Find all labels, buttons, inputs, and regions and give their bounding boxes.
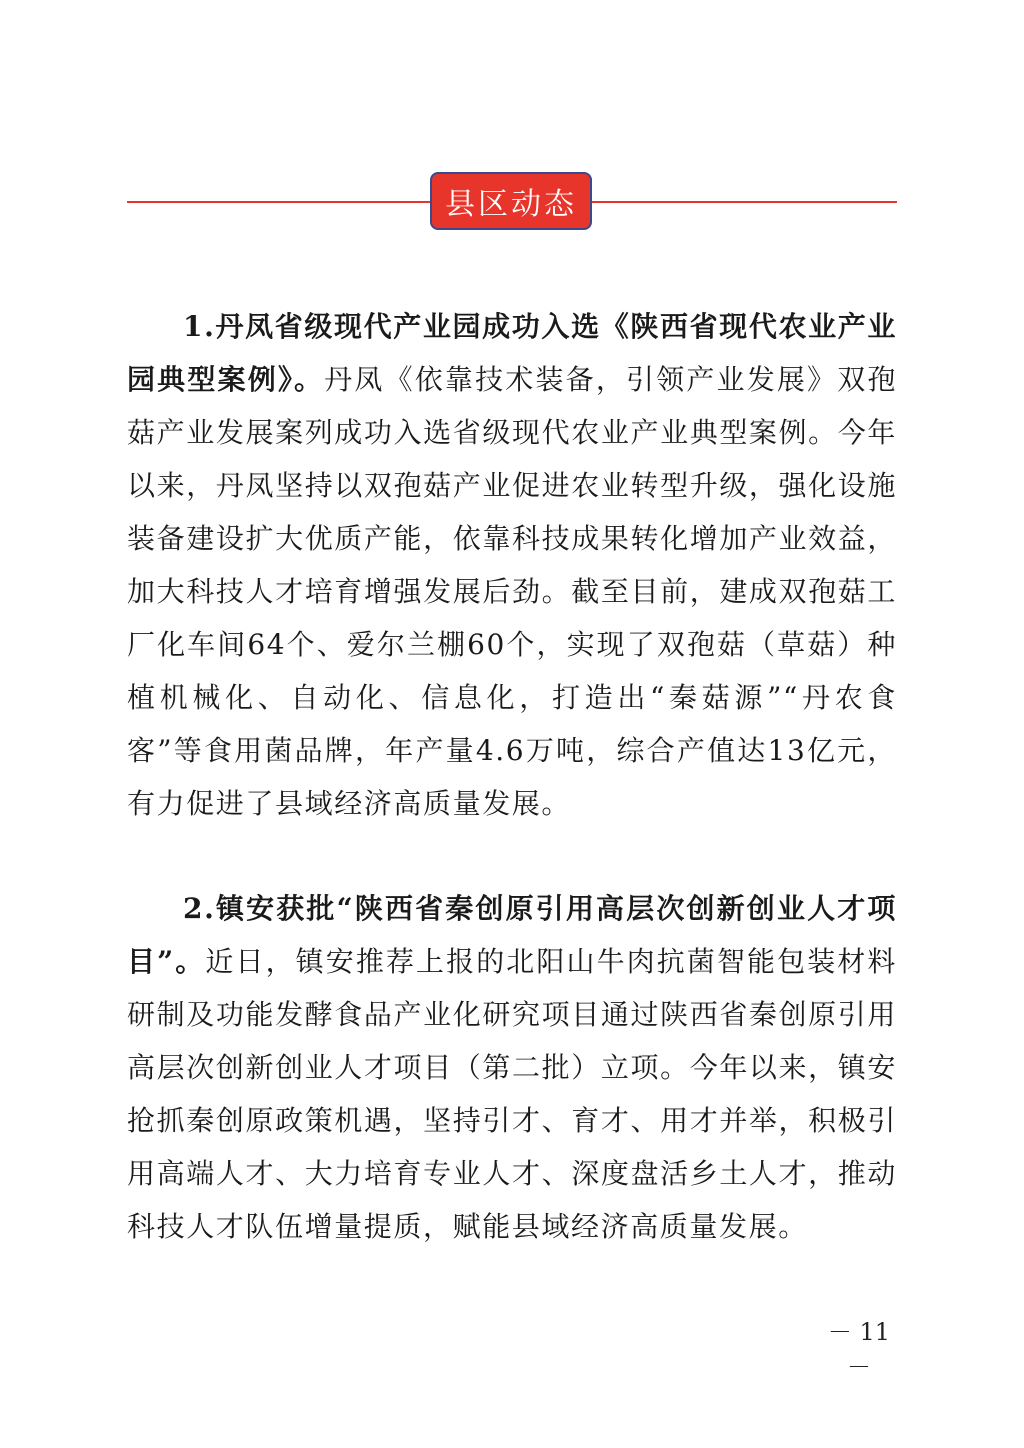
news-item-2 [127,882,897,1253]
news-item-2-headline: 2.镇安获批“陕西省秦创原引用高层次创新创业人才项目”。 [127,892,897,978]
news-item-2-text: 近日，镇安推荐上报的北阳山牛肉抗菌智能包装材料研制及功能发酵食品产业化研究项目通过陕西省秦创原引用高层次创新创业人才项目（第二批）立项。今年以来，镇安抢抓秦创原政策机遇，坚持引才、育才、用才并举，积极引用高端人才、大力培育专业人才、深度盘活乡土人才，推动科技人才队伍增量提质，赋能县域经济高质量发展。 [127,945,898,1243]
article-body [127,300,897,1253]
news-item-1 [127,300,897,830]
page-number: － 11 － [827,1318,891,1381]
news-item-1-headline: 1.丹凤省级现代产业园成功入选《陕西省现代农业产业园典型案例》。 [127,310,897,396]
section-title: 县区动态 [430,172,592,230]
news-item-1-text: 丹凤《依靠技术装备，引领产业发展》双孢菇产业发展案列成功入选省级现代农业产业典型案例。今年以来，丹凤坚持以双孢菇产业促进农业转型升级，强化设施装备建设扩大优质产能，依靠科技成果转化增加产业效益，加大科技人才培育增强发展后劲。截至目前，建成双孢菇工厂化车间64个、爱尔兰棚60个，实现了双孢菇（草菇）种植机械化、自动化、信息化，打造出“秦菇源”“丹农食客”等食用菌品牌，年产量4.6万吨，综合产值达13亿元，有力促进了县域经济高质量发展。 [127,363,897,820]
section-header [127,172,897,234]
